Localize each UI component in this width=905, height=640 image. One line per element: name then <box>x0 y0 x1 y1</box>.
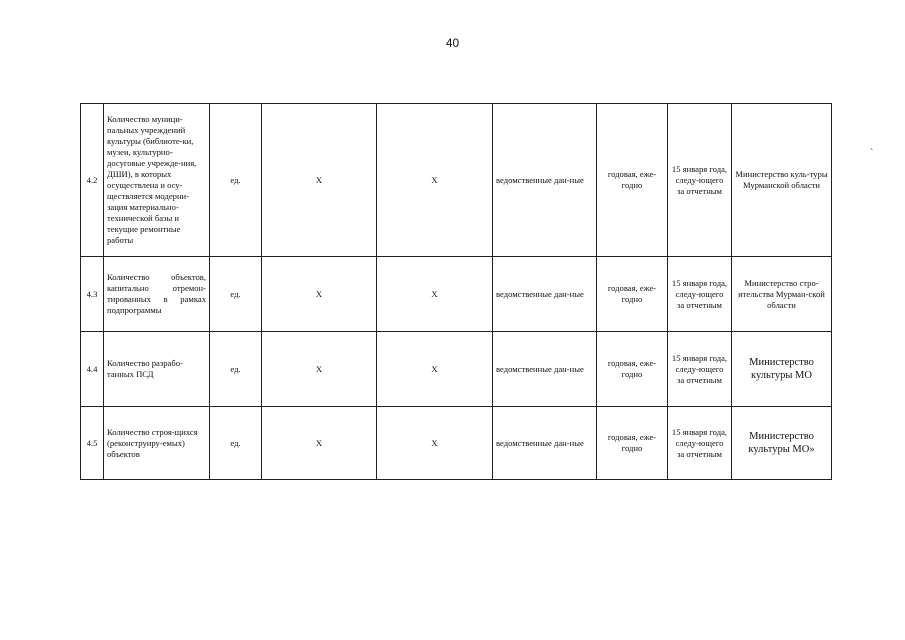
x-mark-cell: X <box>377 332 493 407</box>
data-source-cell: ведомственные дан-ные <box>493 407 597 480</box>
periodicity-cell: годовая, еже-годно <box>597 257 668 332</box>
responsible-cell: Министерство стро-ительства Мурман-ской области <box>732 257 832 332</box>
data-source-cell: ведомственные дан-ные <box>493 257 597 332</box>
unit-cell: ед. <box>210 332 262 407</box>
responsible-cell: Министерство культуры МО <box>732 332 832 407</box>
row-number: 4.5 <box>81 407 104 480</box>
indicator-name: Количество строя-щихся (реконструиру-емых) объектов <box>104 407 210 480</box>
indicator-name: Количество разрабо-танных ПСД <box>104 332 210 407</box>
deadline-cell: 15 января года, следу-ющего за отчетным <box>668 104 732 257</box>
deadline-cell: 15 января года, следу-ющего за отчетным <box>668 332 732 407</box>
unit-cell: ед. <box>210 104 262 257</box>
page-number: 40 <box>445 36 460 50</box>
periodicity-cell: годовая, еже-годно <box>597 104 668 257</box>
data-source-cell: ведомственные дан-ные <box>493 104 597 257</box>
row-number: 4.4 <box>81 332 104 407</box>
x-mark-cell: X <box>377 257 493 332</box>
x-mark-cell: X <box>377 104 493 257</box>
indicators-table <box>80 103 832 480</box>
responsible-cell: Министерство куль-туры Мурманской области <box>732 104 832 257</box>
indicator-name: Количество объектов, капитально отремон-тированных в рамках подпрограммы <box>104 257 210 332</box>
indicator-name: Количество муници-пальных учреждений культуры (библиоте-ки, музеи, культурно-досуговые учрежде-ния, ДШИ), в которых осуществлена и осу-ществляется модерни-зация материально-технической базы и текущие ремонтные работы <box>104 104 210 257</box>
deadline-cell: 15 января года, следу-ющего за отчетным <box>668 407 732 480</box>
row-number: 4.2 <box>81 104 104 257</box>
stray-mark: ` <box>870 148 874 159</box>
x-mark-cell: X <box>262 257 377 332</box>
x-mark-cell: X <box>262 332 377 407</box>
periodicity-cell: годовая, еже-годно <box>597 332 668 407</box>
table-row <box>81 257 832 332</box>
data-source-cell: ведомственные дан-ные <box>493 332 597 407</box>
unit-cell: ед. <box>210 407 262 480</box>
unit-cell: ед. <box>210 257 262 332</box>
row-number: 4.3 <box>81 257 104 332</box>
x-mark-cell: X <box>262 104 377 257</box>
table-row <box>81 332 832 407</box>
table-row <box>81 407 832 480</box>
x-mark-cell: X <box>262 407 377 480</box>
deadline-cell: 15 января года, следу-ющего за отчетным <box>668 257 732 332</box>
periodicity-cell: годовая, еже-годно <box>597 407 668 480</box>
table-row <box>81 104 832 257</box>
responsible-cell: Министерство культуры МО» <box>732 407 832 480</box>
x-mark-cell: X <box>377 407 493 480</box>
